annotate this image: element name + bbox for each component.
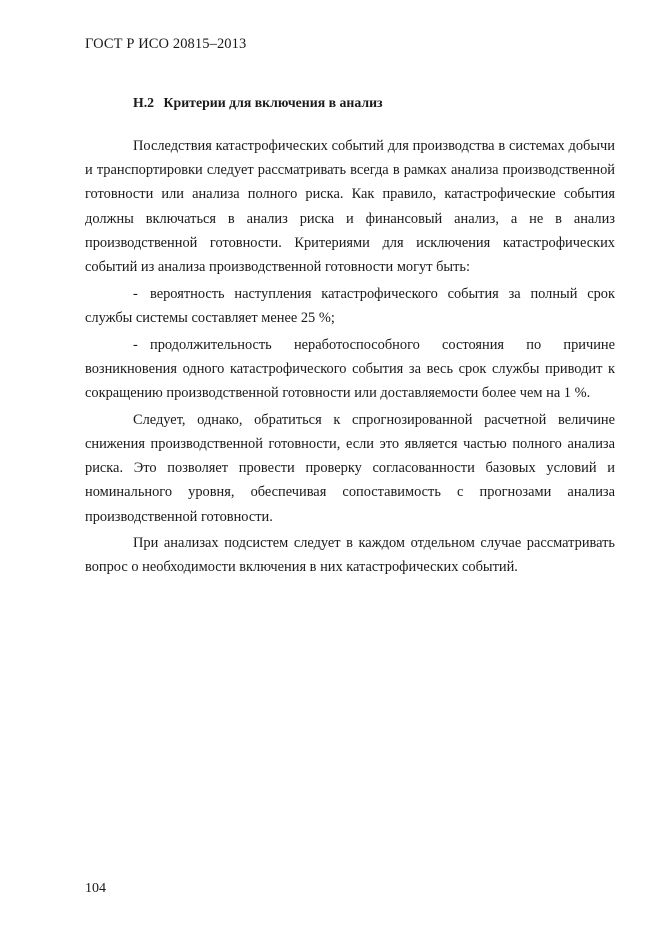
paragraph-forecast: Следует, однако, обратиться к спрогнозированной расчетной величине снижения производственной готовности, если это является частью полного анализа риска. Это позволяет провести проверку согласованности базовых условий и номинального уровня, обеспечивая сопоставимость с прогнозами анализа производственной готовности. (85, 411, 615, 525)
section-number: Н.2 (133, 95, 155, 110)
list-item (85, 282, 615, 330)
list-item-text: продолжительность неработоспособного состояния по причине возникновения одного катастрофического события за весь срок службы приводит к сокращению производственной готовности или доставляемости более чем на 1 %. (85, 336, 615, 402)
list-bullet: - (133, 285, 138, 302)
document-header: ГОСТ Р ИСО 20815–2013 (85, 36, 247, 52)
section-body (85, 134, 615, 582)
page-number: 104 (85, 881, 106, 896)
paragraph-intro: Последствия катастрофических событий для производства в системах добычи и транспортировки следует рассматривать всегда в рамках анализа производственной готовности или анализа полного риска. Как правило, катастрофические события должны включаться в анализ риска и финансовый анализ, а не в анализ производственной готовности. Критериями для исключения катастрофических событий из анализа производственной готовности могут быть: (85, 138, 615, 276)
list-bullet: - (133, 336, 138, 353)
list-item (85, 333, 615, 406)
section-title: Критерии для включения в анализ (163, 95, 383, 110)
section-heading (133, 95, 383, 111)
list-item-text: вероятность наступления катастрофического события за полный срок службы системы составляет менее 25 %; (85, 285, 615, 326)
paragraph-subsystems: При анализах подсистем следует в каждом отдельном случае рассматривать вопрос о необходимости включения в них катастрофических событий. (85, 535, 615, 576)
